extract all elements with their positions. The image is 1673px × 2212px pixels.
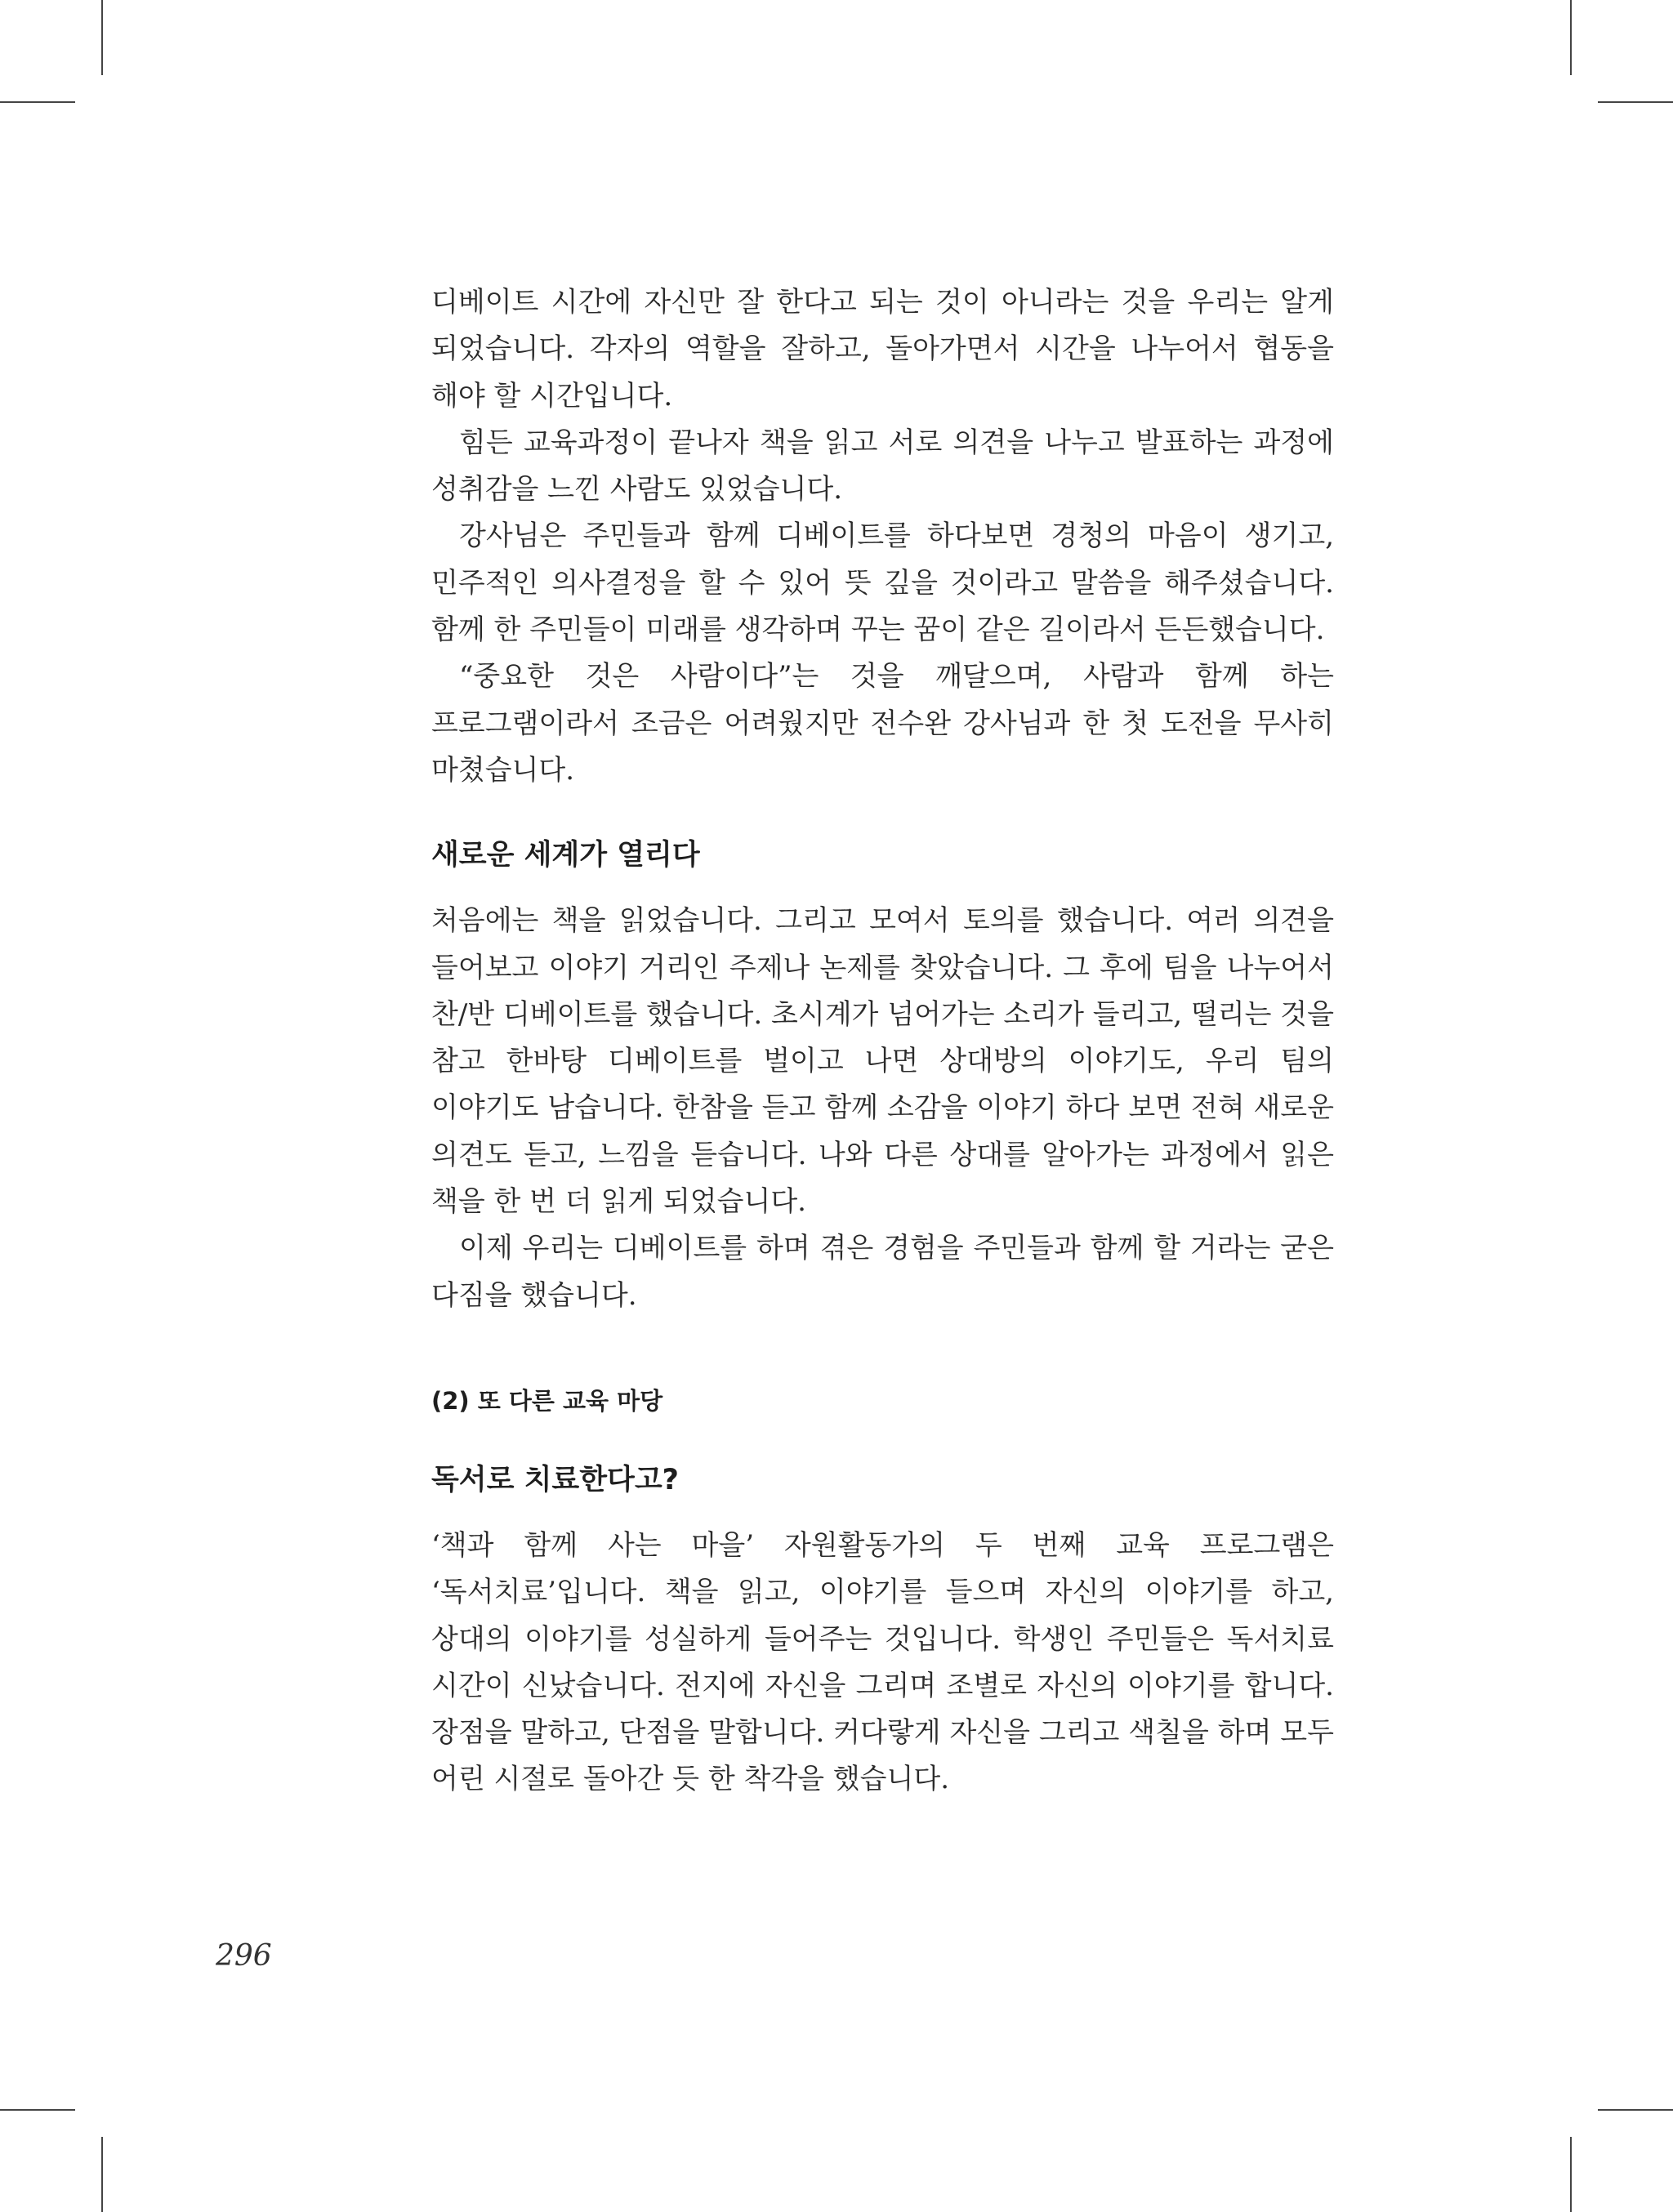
body-paragraph: “중요한 것은 사람이다”는 것을 깨달으며, 사람과 함께 하는 프로그램이라서 조금은 어려웠지만 전수완 강사님과 한 첫 도전을 무사히 마쳤습니다. — [431, 660, 1334, 787]
section-heading: 독서로 치료한다고? — [431, 1463, 679, 1496]
body-paragraph: 이제 우리는 디베이트를 하며 겪은 경험을 주민들과 함께 할 거라는 굳은 다짐을 했습니다. — [431, 1232, 1334, 1312]
section-reading-therapy — [431, 1385, 1334, 1804]
body-paragraph: ‘책과 함께 사는 마을’ 자원활동가의 두 번째 교육 프로그램은 ‘독서치료’입니다. 책을 읽고, 이야기를 들으며 자신의 이야기를 하고, 상대의 이야기를 성실하게 들어주는 것입니다. 학생인 주민들은 독서치료 시간이 신났습니다. 전지에 자신을 그리며 조별로 자신의 이야기를 합니다. 장점을 말하고, 단점을 말합니다. 커다랗게 자신을 그리고 색칠을 하며 모두 어린 시절로 돌아간 듯 한 착각을 했습니다. — [431, 1528, 1334, 1796]
crop-mark-top-right-vertical — [1570, 0, 1572, 75]
subsection-label: (2) 또 다른 교육 마당 — [431, 1386, 663, 1415]
section-debate-reflection — [431, 279, 1334, 794]
crop-mark-top-right-horizontal — [1598, 101, 1673, 103]
crop-mark-bottom-right-horizontal — [1598, 2109, 1673, 2111]
page-body — [431, 279, 1334, 1804]
crop-mark-bottom-left-vertical — [101, 2137, 103, 2212]
body-paragraph: 디베이트 시간에 자신만 잘 한다고 되는 것이 아니라는 것을 우리는 알게 되었습니다. 각자의 역할을 잘하고, 돌아가면서 시간을 나누어서 협동을 해야 할 시간입니다. — [431, 286, 1334, 413]
body-paragraph: 힘든 교육과정이 끝나자 책을 읽고 서로 의견을 나누고 발표하는 과정에 성취감을 느낀 사람도 있었습니다. — [431, 426, 1334, 506]
page-number: 296 — [216, 1939, 272, 1973]
section-new-world — [431, 835, 1334, 1319]
crop-mark-top-left-vertical — [101, 0, 103, 75]
body-paragraph: 처음에는 책을 읽었습니다. 그리고 모여서 토의를 했습니다. 여러 의견을 들어보고 이야기 거리인 주제나 논제를 찾았습니다. 그 후에 팀을 나누어서 찬/반 디베이트를 했습니다. 초시계가 넘어가는 소리가 들리고, 떨리는 것을 참고 한바탕 디베이트를 벌이고 나면 상대방의 이야기도, 우리 팀의 이야기도 남습니다. 한참을 듣고 함께 소감을 이야기 하다 보면 전혀 새로운 의견도 듣고, 느낌을 듣습니다. 나와 다른 상대를 알아가는 과정에서 읽은 책을 한 번 더 읽게 되었습니다. — [431, 904, 1334, 1219]
crop-mark-bottom-left-horizontal — [0, 2109, 75, 2111]
crop-mark-top-left-horizontal — [0, 101, 75, 103]
body-paragraph: 강사님은 주민들과 함께 디베이트를 하다보면 경청의 마음이 생기고, 민주적인 의사결정을 할 수 있어 뜻 깊을 것이라고 말씀을 해주셨습니다. 함께 한 주민들이 미래를 생각하며 꾸는 꿈이 같은 길이라서 든든했습니다. — [431, 520, 1334, 647]
crop-mark-bottom-right-vertical — [1570, 2137, 1572, 2212]
section-heading: 새로운 세계가 열리다 — [431, 839, 700, 872]
